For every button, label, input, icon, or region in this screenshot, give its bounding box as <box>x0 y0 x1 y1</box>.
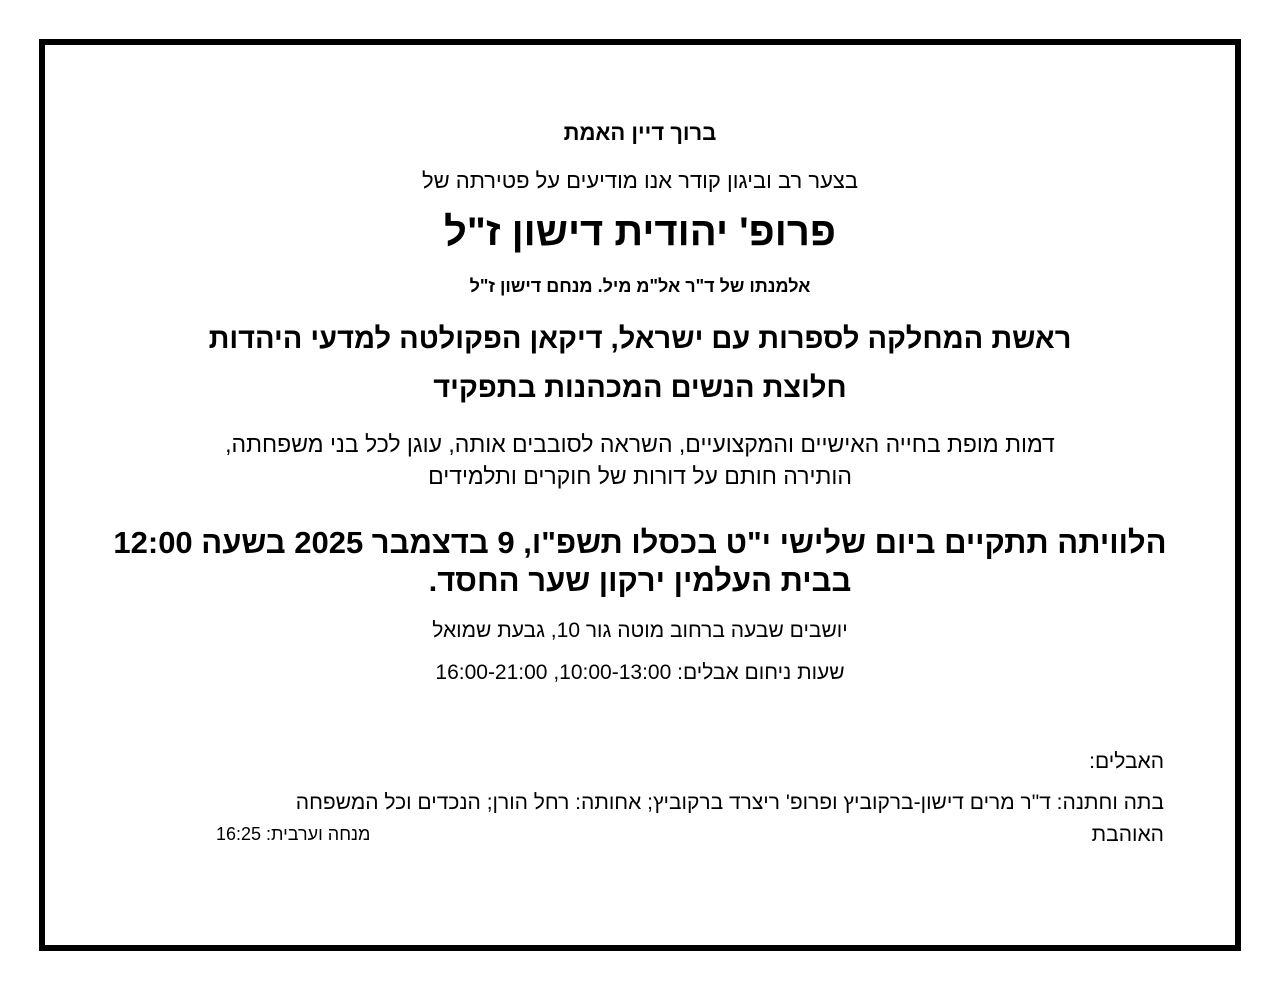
pioneer-title-line: חלוצת הנשים המכהנות בתפקיד <box>433 372 847 404</box>
opening-blessing: ברוך דיין האמת <box>563 120 717 145</box>
mourners-heading: האבלים: <box>1089 750 1164 773</box>
shiva-address: יושבים שבעה ברחוב מוטה גור 10, גבעת שמואל <box>432 619 848 642</box>
position-title-line: ראשת המחלקה לספרות עם ישראל, דיקאן הפקולטה למדעי היהדות <box>208 323 1072 355</box>
mourners-list-line-1: בתה וחתנה: ד"ר מרים דישון-ברקוביץ ופרופ' ריצרד ברקוביץ; אחותה: רחל הורן; הנכדים וכל המשפחה <box>295 791 1164 814</box>
tribute-line-2: הותירה חותם על דורות של חוקרים ותלמידים <box>428 463 852 489</box>
tribute-line-1: דמות מופת בחייה האישיים והמקצועיים, השראה לסובבים אותה, עוגן לכל בני משפחתה, <box>225 431 1055 457</box>
condolence-hours: שעות ניחום אבלים: 10:00-13:00, 16:00-21:00 <box>435 661 845 684</box>
funeral-details-line-1: הלוויתה תתקיים ביום שלישי י"ט בכסלו תשפ"ו, 9 בדצמבר 2025 בשעה 12:00 <box>113 525 1167 560</box>
announcement-intro: בצער רב וביגון קודר אנו מודיעים על פטירתה של <box>421 168 859 193</box>
prayer-times: מנחה וערבית: 16:25 <box>216 824 371 844</box>
mourners-list-line-2: האוהבת <box>1091 823 1164 846</box>
funeral-details-line-2: בבית העלמין ירקון שער החסד. <box>428 563 852 598</box>
widow-of-line: אלמנתו של ד"ר אל"מ מיל. מנחם דישון ז"ל <box>469 276 811 296</box>
deceased-name: פרופ' יהודית דישון ז"ל <box>444 210 836 254</box>
